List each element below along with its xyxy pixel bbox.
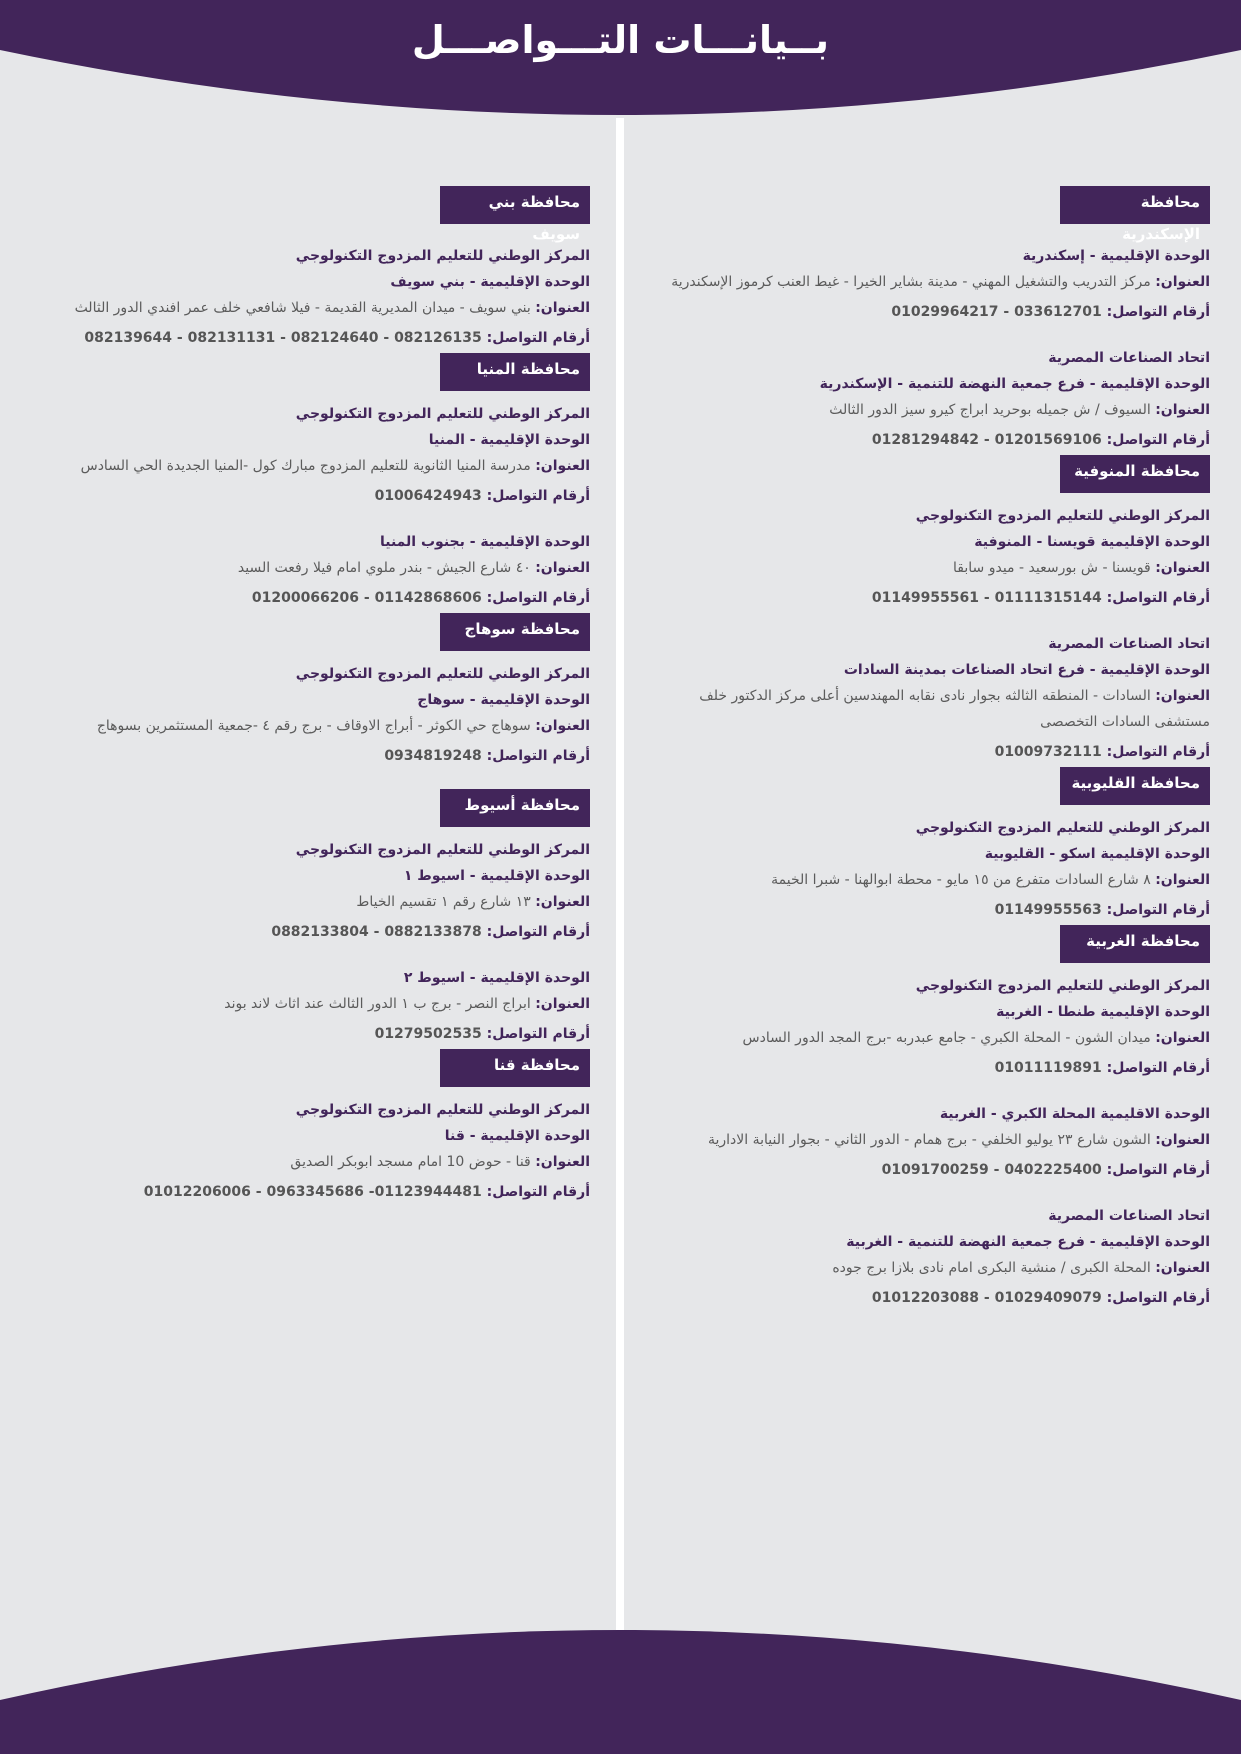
governorate-section xyxy=(30,789,590,1047)
address-label: العنوان: xyxy=(535,996,590,1012)
contact-entry xyxy=(660,503,1210,611)
phones xyxy=(660,739,1210,765)
governorate-section xyxy=(660,767,1210,923)
phones-text: 01201569106 - 01281294842 xyxy=(871,432,1102,448)
regional-unit: الوحدة الإقليمية - بني سويف xyxy=(390,274,590,290)
phones-text: 0882133878 - 0882133804 xyxy=(271,924,482,940)
address-text: ميدان الشون - المحلة الكبري - جامع عبدربه -برج المجد الدور السادس xyxy=(742,1030,1151,1046)
governorate-header: محافظة الإسكندرية xyxy=(1060,186,1210,224)
contact-entry xyxy=(660,1101,1210,1183)
regional-unit: الوحدة الإقليمية - فرع جمعية النهضة للتنمية - الغربية xyxy=(846,1234,1210,1250)
address xyxy=(30,1149,590,1175)
phones-label: أرقام التواصل: xyxy=(486,748,590,764)
phones xyxy=(660,427,1210,453)
phones-text: 033612701 - 01029964217 xyxy=(891,304,1102,320)
phones xyxy=(660,897,1210,923)
address xyxy=(660,1127,1210,1153)
regional-unit: الوحدة الإقليمية - إسكندرية xyxy=(1022,248,1210,264)
phones xyxy=(30,483,590,509)
phones xyxy=(30,1179,590,1205)
entity-name: المركز الوطني للتعليم المزدوج التكنولوجي xyxy=(915,820,1210,836)
phones-text: 01111315144 - 01149955561 xyxy=(871,590,1102,606)
phones-label: أرقام التواصل: xyxy=(486,1026,590,1042)
footer-band xyxy=(0,1620,1241,1754)
address xyxy=(30,555,590,581)
contact-entry xyxy=(660,345,1210,453)
phones-text: 01006424943 xyxy=(374,488,482,504)
regional-unit: الوحدة الإقليمية اسكو - القليوبية xyxy=(984,846,1210,862)
phones-label: أرقام التواصل: xyxy=(1106,432,1210,448)
phones-label: أرقام التواصل: xyxy=(1106,744,1210,760)
governorate-header: محافظة قنا xyxy=(440,1049,590,1087)
governorate-section xyxy=(30,353,590,611)
address-label: العنوان: xyxy=(1155,402,1210,418)
entity-name: المركز الوطني للتعليم المزدوج التكنولوجي xyxy=(915,978,1210,994)
phones-text: 01149955563 xyxy=(994,902,1102,918)
contact-entry xyxy=(660,973,1210,1081)
regional-unit: الوحدة الإقليمية - قنا xyxy=(444,1128,590,1144)
address-label: العنوان: xyxy=(535,894,590,910)
address xyxy=(660,1255,1210,1281)
address-label: العنوان: xyxy=(535,718,590,734)
address-label: العنوان: xyxy=(535,300,590,316)
contact-entry xyxy=(660,631,1210,765)
contact-entry xyxy=(660,815,1210,923)
governorate-header: محافظة المنوفية xyxy=(1060,455,1210,493)
phones-text: 01011119891 xyxy=(994,1060,1102,1076)
entity-name: المركز الوطني للتعليم المزدوج التكنولوجي xyxy=(295,666,590,682)
address xyxy=(660,555,1210,581)
phones-label: أرقام التواصل: xyxy=(1106,304,1210,320)
governorate-header: محافظة المنيا xyxy=(440,353,590,391)
phones-text: 0402225400 - 01091700259 xyxy=(881,1162,1102,1178)
entity-name: اتحاد الصناعات المصرية xyxy=(1048,1208,1210,1224)
address xyxy=(660,867,1210,893)
regional-unit: الوحدة الإقليمية - اسيوط ٢ xyxy=(403,970,590,986)
governorate-header: محافظة سوهاج xyxy=(440,613,590,651)
right-column xyxy=(660,186,1210,1331)
regional-unit: الوحدة الإقليمية - سوهاج xyxy=(417,692,590,708)
phones-label: أرقام التواصل: xyxy=(1106,1060,1210,1076)
phones-label: أرقام التواصل: xyxy=(486,590,590,606)
phones-text: 01279502535 xyxy=(374,1026,482,1042)
phones xyxy=(30,919,590,945)
entity-name: اتحاد الصناعات المصرية xyxy=(1048,636,1210,652)
governorate-section xyxy=(660,186,1210,453)
address-text: قويسنا - ش بورسعيد - ميدو سابقا xyxy=(953,560,1151,576)
contact-entry xyxy=(660,1203,1210,1311)
entity-name: اتحاد الصناعات المصرية xyxy=(1048,350,1210,366)
phones xyxy=(660,1157,1210,1183)
page-title: بــيانـــات التـــواصـــل xyxy=(411,18,830,62)
phones-label: أرقام التواصل: xyxy=(1106,1290,1210,1306)
address xyxy=(30,991,590,1017)
address-text: ٤٠ شارع الجيش - بندر ملوي امام فيلا رفعت السيد xyxy=(237,560,531,576)
phones-label: أرقام التواصل: xyxy=(486,330,590,346)
governorate-section xyxy=(660,925,1210,1311)
phones-label: أرقام التواصل: xyxy=(486,924,590,940)
phones xyxy=(30,1021,590,1047)
regional-unit: الوحدة الإقليمية طنطا - الغربية xyxy=(996,1004,1210,1020)
phones-text: 01123944481- 0963345686 - 01012206006 xyxy=(143,1184,482,1200)
regional-unit: الوحدة الإقليمية قويسنا - المنوفية xyxy=(974,534,1210,550)
left-column xyxy=(30,186,590,1225)
contact-entry xyxy=(30,837,590,945)
address-label: العنوان: xyxy=(1155,872,1210,888)
entity-name: المركز الوطني للتعليم المزدوج التكنولوجي xyxy=(295,1102,590,1118)
address xyxy=(660,269,1210,295)
regional-unit: الوحدة الإقليمية - المنيا xyxy=(428,432,590,448)
governorate-section xyxy=(30,613,590,769)
governorate-section xyxy=(30,186,590,351)
entity-name: المركز الوطني للتعليم المزدوج التكنولوجي xyxy=(295,842,590,858)
phones-label: أرقام التواصل: xyxy=(1106,590,1210,606)
address-label: العنوان: xyxy=(1155,560,1210,576)
governorate-header: محافظة القليوبية xyxy=(1060,767,1210,805)
phones xyxy=(660,1055,1210,1081)
phones-label: أرقام التواصل: xyxy=(1106,1162,1210,1178)
phones xyxy=(660,1285,1210,1311)
address-label: العنوان: xyxy=(1155,1132,1210,1148)
entity-name: المركز الوطني للتعليم المزدوج التكنولوجي xyxy=(295,406,590,422)
regional-unit: الوحدة الإقليمية - فرع جمعية النهضة للتنمية - الإسكندرية xyxy=(819,376,1210,392)
address-label: العنوان: xyxy=(535,560,590,576)
phones-text: 0934819248 xyxy=(384,748,482,764)
phones-text: 01009732111 xyxy=(994,744,1102,760)
governorate-header: محافظة أسيوط xyxy=(440,789,590,827)
column-divider xyxy=(616,118,624,1632)
contact-entry xyxy=(30,529,590,611)
phones xyxy=(660,585,1210,611)
contact-entry xyxy=(30,1097,590,1205)
governorate-section xyxy=(30,1049,590,1205)
regional-unit: الوحدة الإقليمية - فرع اتحاد الصناعات بمدينة السادات xyxy=(843,662,1210,678)
phones-label: أرقام التواصل: xyxy=(486,1184,590,1200)
address xyxy=(30,295,590,321)
phones-text: 082126135 - 082124640 - 082131131 - 082139644 xyxy=(84,330,482,346)
phones xyxy=(660,299,1210,325)
entity-name: المركز الوطني للتعليم المزدوج التكنولوجي xyxy=(295,248,590,264)
governorate-header: محافظة بني سويف xyxy=(440,186,590,224)
contact-entry xyxy=(30,661,590,769)
address xyxy=(660,683,1210,735)
address-label: العنوان: xyxy=(1155,1260,1210,1276)
address xyxy=(30,889,590,915)
address-text: الشون شارع ٢٣ يوليو الخلفي - برج همام - الدور الثاني - بجوار النيابة الادارية xyxy=(707,1132,1151,1148)
governorate-section xyxy=(660,455,1210,765)
address-text: مدرسة المنيا الثانوية للتعليم المزدوج مبارك كول -المنيا الجديدة الحي السادس xyxy=(80,458,531,474)
address-label: العنوان: xyxy=(535,458,590,474)
phones xyxy=(30,325,590,351)
address-text: قنا - حوض 10 امام مسجد ابوبكر الصديق xyxy=(290,1154,531,1170)
address-text: ٨ شارع السادات متفرع من ١٥ مايو - محطة ابوالهنا - شبرا الخيمة xyxy=(771,872,1151,888)
address-text: السادات - المنطقه الثالثه بجوار نادى نقابه المهندسين أعلى مركز الدكتور خلف مستشفى السادات التخصصى xyxy=(699,688,1210,730)
regional-unit: الوحدة الاقليمية المحلة الكبري - الغربية xyxy=(939,1106,1210,1122)
address-text: ابراج النصر - برج ب ١ الدور الثالث عند اثاث لاند بوند xyxy=(224,996,531,1012)
address-label: العنوان: xyxy=(535,1154,590,1170)
contact-entry xyxy=(30,243,590,351)
contact-entry xyxy=(30,965,590,1047)
regional-unit: الوحدة الإقليمية - بجنوب المنيا xyxy=(379,534,590,550)
phones-label: أرقام التواصل: xyxy=(486,488,590,504)
phones-text: 01142868606 - 01200066206 xyxy=(251,590,482,606)
entity-name: المركز الوطني للتعليم المزدوج التكنولوجي xyxy=(915,508,1210,524)
address-text: سوهاج حي الكوثر - أبراج الاوقاف - برج رقم ٤ -جمعية المستثمرين بسوهاج xyxy=(96,718,531,734)
address-text: المحلة الكبرى / منشية البكرى امام نادى بلازا برج جوده xyxy=(832,1260,1151,1276)
phones xyxy=(30,743,590,769)
contact-entry xyxy=(30,401,590,509)
address-label: العنوان: xyxy=(1155,688,1210,704)
address xyxy=(30,453,590,479)
phones xyxy=(30,585,590,611)
governorate-header: محافظة الغربية xyxy=(1060,925,1210,963)
address-text: بني سويف - ميدان المديرية القديمة - فيلا شافعي خلف عمر افندي الدور الثالث xyxy=(74,300,531,316)
phones-text: 01029409079 - 01012203088 xyxy=(871,1290,1102,1306)
regional-unit: الوحدة الإقليمية - اسيوط ١ xyxy=(403,868,590,884)
address xyxy=(660,397,1210,423)
contact-entry xyxy=(660,243,1210,325)
address-text: السيوف / ش جميله بوحريد ابراج كيرو سيز الدور الثالث xyxy=(829,402,1151,418)
address-label: العنوان: xyxy=(1155,274,1210,290)
address xyxy=(30,713,590,739)
address-text: ١٣ شارع رقم ١ تقسيم الخياط xyxy=(356,894,531,910)
phones-label: أرقام التواصل: xyxy=(1106,902,1210,918)
address xyxy=(660,1025,1210,1051)
address-label: العنوان: xyxy=(1155,1030,1210,1046)
address-text: مركز التدريب والتشغيل المهني - مدينة بشاير الخيرا - غيط العنب كرموز الإسكندرية xyxy=(671,274,1151,290)
